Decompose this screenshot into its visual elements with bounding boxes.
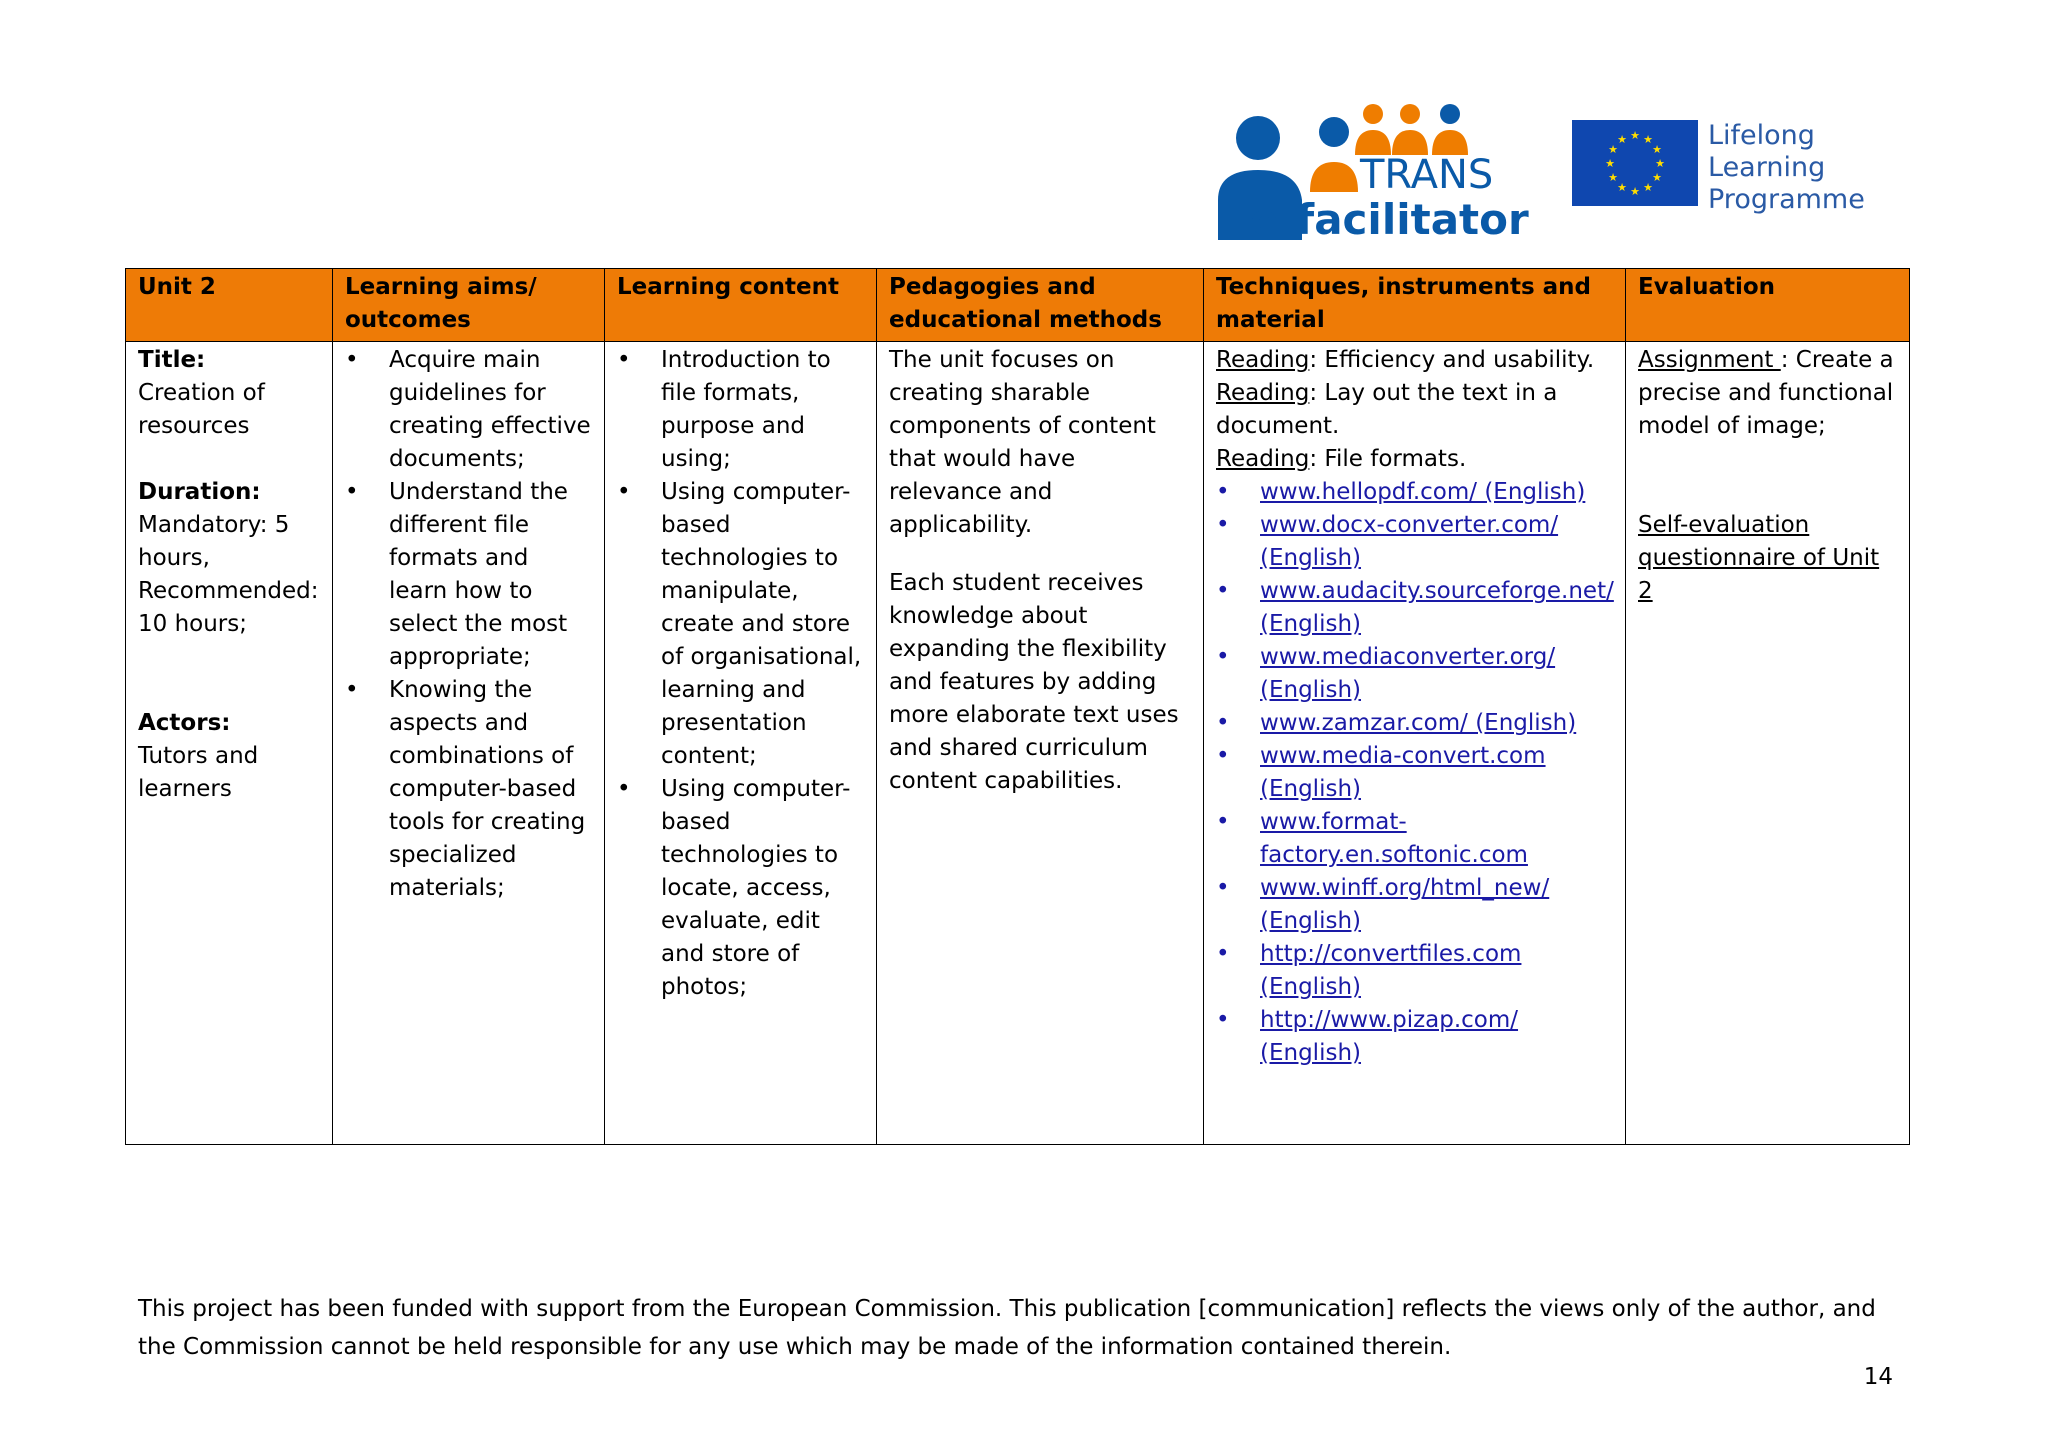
reading-line bbox=[1216, 377, 1613, 443]
resource-links-list bbox=[1216, 476, 1613, 1070]
reading-text: : File formats. bbox=[1309, 446, 1467, 472]
header-evaluation: Evaluation bbox=[1626, 269, 1910, 342]
unit-table bbox=[125, 268, 1910, 1145]
list-item bbox=[1216, 938, 1613, 1004]
list-item bbox=[1216, 806, 1613, 872]
svg-text:★: ★ bbox=[1655, 157, 1665, 170]
svg-text:★: ★ bbox=[1643, 133, 1653, 146]
learning-aims-list bbox=[345, 344, 592, 905]
table-row bbox=[126, 342, 1910, 1145]
list-item bbox=[1216, 740, 1613, 806]
actors-value: Tutors and learners bbox=[138, 743, 259, 802]
header-logos bbox=[1210, 100, 1890, 244]
header-learning-content: Learning content bbox=[605, 269, 877, 342]
header-pedagogies: Pedagogies and educational methods bbox=[877, 269, 1204, 342]
pedagogies-cell bbox=[877, 342, 1204, 1145]
actors-label: Actors: bbox=[138, 710, 231, 736]
reading-label: Reading bbox=[1216, 347, 1310, 373]
table-header-row bbox=[126, 269, 1910, 342]
svg-text:★: ★ bbox=[1617, 133, 1627, 146]
link-mediaconverter[interactable]: www.mediaconverter.org/ (English) bbox=[1260, 644, 1556, 703]
header-techniques: Techniques, instruments and material bbox=[1204, 269, 1626, 342]
duration-value: Mandatory: 5 hours, Recommended: 10 hours; bbox=[138, 512, 319, 637]
assignment-text: : Create a precise and functional model of image; bbox=[1638, 347, 1894, 439]
reading-line bbox=[1216, 443, 1613, 476]
link-pizap[interactable]: http://www.pizap.com/ (English) bbox=[1260, 1007, 1519, 1066]
list-item bbox=[1216, 641, 1613, 707]
reading-label: Reading bbox=[1216, 446, 1310, 472]
reading-text: : Efficiency and usability. bbox=[1309, 347, 1595, 373]
list-item bbox=[1216, 575, 1613, 641]
list-item bbox=[1216, 476, 1613, 509]
learning-aims-cell bbox=[333, 342, 605, 1145]
link-audacity[interactable]: www.audacity.sourceforge.net/ (English) bbox=[1260, 578, 1614, 637]
techniques-cell bbox=[1204, 342, 1626, 1145]
evaluation-cell bbox=[1626, 342, 1910, 1145]
pedagogies-paragraph-2: Each student receives knowledge about expanding the flexibility and features by adding more elaborate text uses and shared curriculum content capabilities. bbox=[889, 570, 1179, 794]
link-zamzar[interactable]: www.zamzar.com/ (English) bbox=[1260, 710, 1577, 736]
learning-content-cell bbox=[605, 342, 877, 1145]
svg-text:★: ★ bbox=[1643, 181, 1653, 194]
svg-text:★: ★ bbox=[1608, 171, 1618, 184]
header-unit: Unit 2 bbox=[126, 269, 333, 342]
learning-content-list bbox=[617, 344, 864, 1004]
link-docx-converter[interactable]: www.docx-converter.com/ (English) bbox=[1260, 512, 1559, 571]
list-item: • Using computer-based technologies to locate, access, evaluate, edit and store of photos; bbox=[617, 773, 864, 1004]
title-value: Creation of resources bbox=[138, 380, 265, 439]
trans-logo-text: TRANS bbox=[1360, 152, 1494, 198]
assignment-line bbox=[1638, 344, 1897, 443]
list-item bbox=[1216, 872, 1613, 938]
reading-label: Reading bbox=[1216, 380, 1310, 406]
list-item bbox=[1216, 707, 1613, 740]
list-item: • Introduction to file formats, purpose and using; bbox=[617, 344, 864, 476]
link-format-factory[interactable]: www.format-factory.en.softonic.com bbox=[1260, 809, 1528, 868]
e-facilitator-logo-text: e-facilitator bbox=[1250, 195, 1529, 244]
trans-e-facilitator-logo bbox=[1210, 100, 1529, 244]
header-learning-aims: Learning aims/ outcomes bbox=[333, 269, 605, 342]
title-label: Title: bbox=[138, 347, 206, 373]
list-item bbox=[1216, 1004, 1613, 1070]
link-media-convert[interactable]: www.media-convert.com (English) bbox=[1260, 743, 1546, 802]
svg-text:★: ★ bbox=[1630, 185, 1640, 198]
svg-text:★: ★ bbox=[1652, 143, 1662, 156]
reading-text: : Lay out the text in a document. bbox=[1216, 380, 1558, 439]
list-item: • Knowing the aspects and combinations of computer-based tools for creating specialized materials; bbox=[345, 674, 592, 905]
eu-lifelong-learning-logo bbox=[1572, 120, 1882, 220]
svg-text:★: ★ bbox=[1605, 157, 1615, 170]
unit-info-cell bbox=[126, 342, 333, 1145]
list-item: • Understand the different file formats and learn how to select the most appropriate; bbox=[345, 476, 592, 674]
svg-text:★: ★ bbox=[1652, 171, 1662, 184]
assignment-label: Assignment bbox=[1638, 347, 1781, 373]
eu-flag-icon bbox=[1572, 120, 1698, 206]
list-item bbox=[1216, 509, 1613, 575]
svg-text:★: ★ bbox=[1608, 143, 1618, 156]
link-convertfiles[interactable]: http://convertfiles.com (English) bbox=[1260, 941, 1522, 1000]
svg-text:★: ★ bbox=[1630, 129, 1640, 142]
link-hellopdf[interactable]: www.hellopdf.com/ (English) bbox=[1260, 479, 1586, 505]
page-number: 14 bbox=[1863, 1364, 1893, 1390]
list-item: • Acquire main guidelines for creating effective documents; bbox=[345, 344, 592, 476]
duration-label: Duration: bbox=[138, 479, 261, 505]
eu-logo-text: Lifelong Learning Programme bbox=[1708, 120, 1865, 215]
svg-text:★: ★ bbox=[1617, 181, 1627, 194]
pedagogies-paragraph-1: The unit focuses on creating sharable components of content that would have relevance and applicability. bbox=[889, 347, 1156, 538]
link-winff[interactable]: www.winff.org/html_new/ (English) bbox=[1260, 875, 1550, 934]
self-evaluation-text: Self-evaluation questionnaire of Unit 2 bbox=[1638, 512, 1880, 604]
list-item: • Using computer-based technologies to manipulate, create and store of organisational, learning and presentation content; bbox=[617, 476, 864, 773]
funding-disclaimer: This project has been funded with support from the European Commission. This publication [communication] reflects the views only of the author, and the Commission cannot be held responsible for any use which may be made of the information contained therein. bbox=[138, 1296, 1876, 1360]
reading-line bbox=[1216, 344, 1613, 377]
